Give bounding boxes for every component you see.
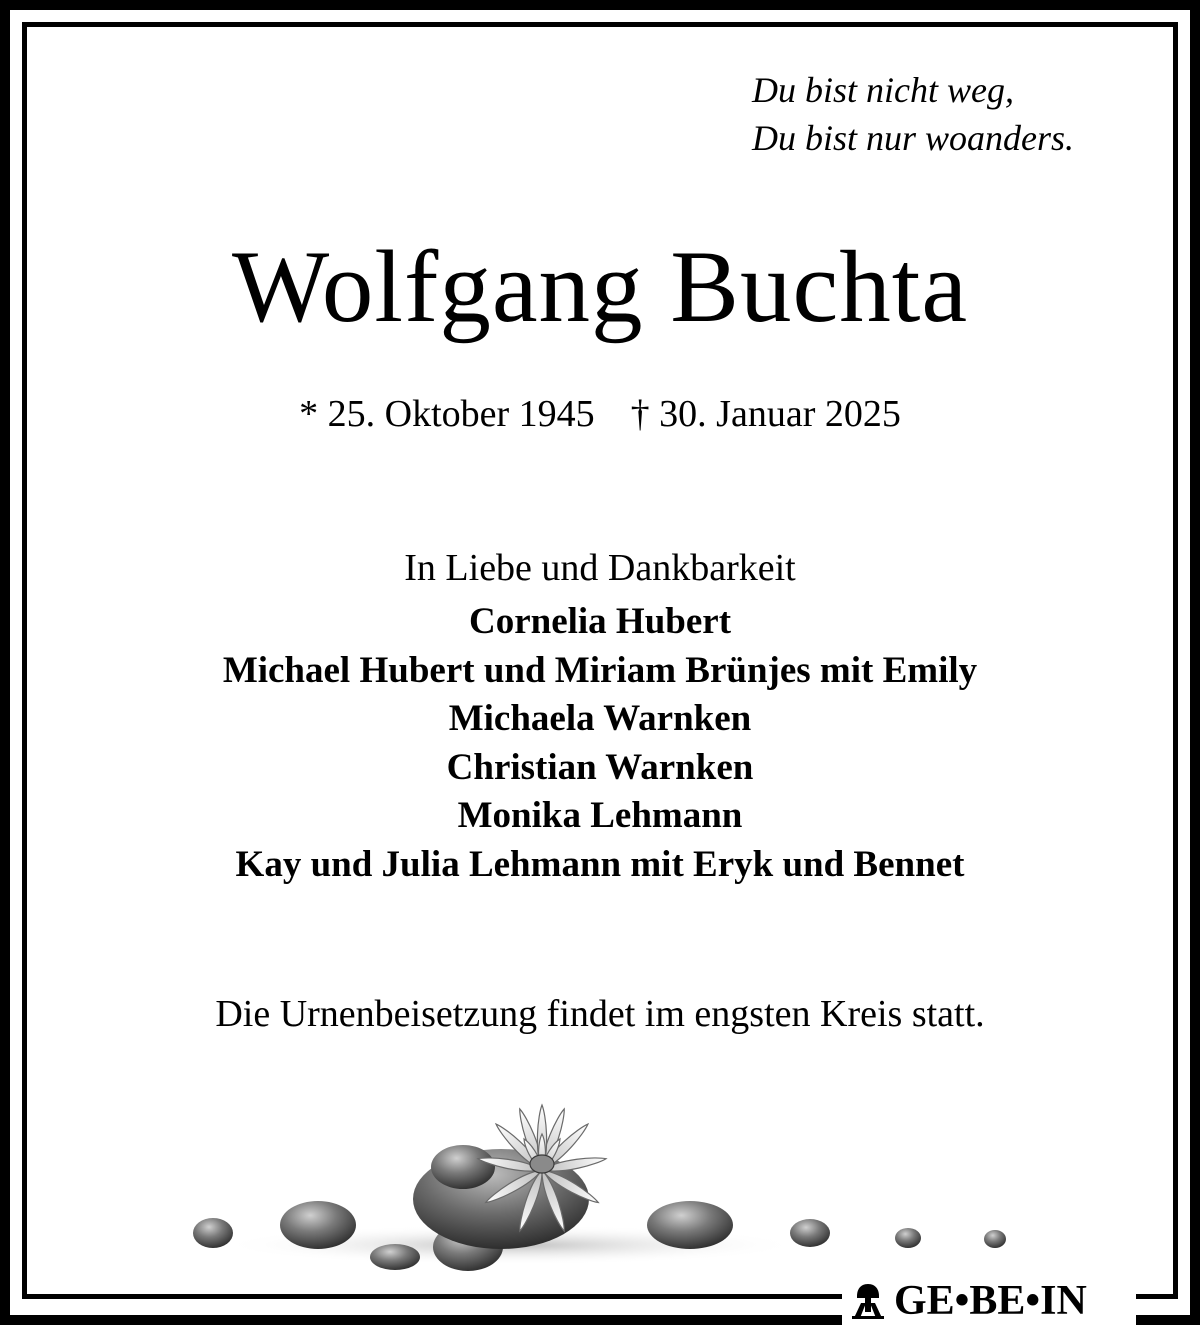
motto-quote [752, 66, 1074, 162]
mourner-name: Cornelia Hubert [468, 601, 732, 642]
mourners-list [0, 598, 1200, 889]
stone [790, 1219, 830, 1247]
birth-date: * 25. Oktober 1945 [299, 393, 595, 435]
publisher-logo [848, 1278, 1087, 1324]
life-dates [0, 390, 1200, 438]
stone [193, 1218, 233, 1248]
gebein-emblem-icon [848, 1281, 888, 1321]
stone [370, 1244, 420, 1270]
stones-and-lotus-illustration [180, 1100, 1020, 1290]
stone [895, 1228, 921, 1248]
death-date: † 30. Januar 2025 [630, 393, 901, 435]
mourner-name: Michaela Warnken [448, 698, 752, 739]
burial-notice: Die Urnenbeisetzung findet im engsten Kreis statt. [215, 993, 985, 1035]
deceased-name: Wolfgang Buchta [231, 230, 969, 344]
logo-wordmark: GE•BE•IN [894, 1278, 1087, 1324]
mourner-name: Kay und Julia Lehmann mit Eryk und Bennet [235, 843, 965, 885]
stone [280, 1201, 356, 1249]
motto-line-1: Du bist nicht weg, [752, 70, 1014, 110]
mourners-intro: In Liebe und Dankbarkeit [404, 547, 796, 589]
stone [984, 1230, 1006, 1248]
stone [431, 1145, 495, 1189]
stone [647, 1201, 733, 1249]
mourner-name: Michael Hubert und Miriam Brünjes mit Emily [222, 649, 978, 691]
mourner-name: Christian Warnken [446, 746, 754, 788]
motto-line-2: Du bist nur woanders. [752, 118, 1075, 158]
mourner-name: Monika Lehmann [457, 795, 743, 836]
